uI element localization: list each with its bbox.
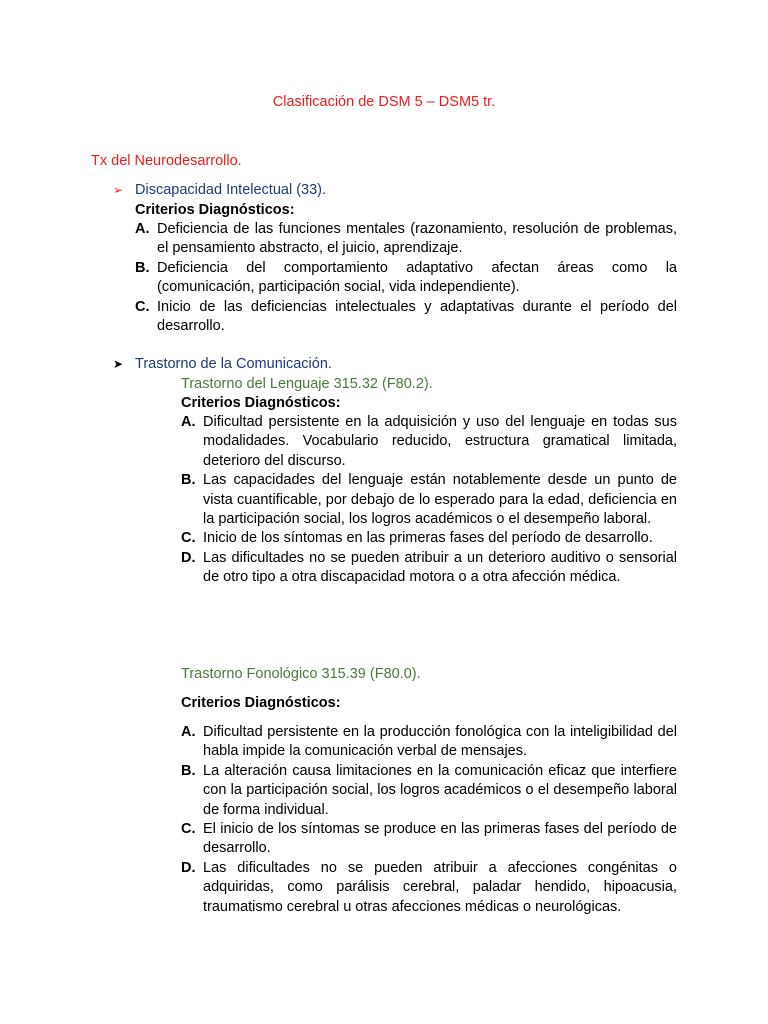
criterion-letter: C. (135, 298, 150, 315)
criterion-text: Las dificultades no se pueden atribuir a un deterioro auditivo o sensorial de otro tipo a otra discapacidad motora o a otra afección médica. (203, 549, 677, 586)
criterion-letter: A. (181, 724, 196, 740)
criterion-text: Deficiencia del comportamiento adaptativo afectan áreas como la (comunicación, participación social, vida independiente). (157, 259, 677, 296)
criterion-text: Deficiencia de las funciones mentales (razonamiento, resolución de problemas, el pensamiento abstracto, el juicio, aprendizaje. (157, 221, 677, 257)
fonologico-criteria-list (181, 723, 677, 917)
criteria-label: Criterios Diagnósticos: (181, 395, 341, 411)
criterion-letter: D. (181, 859, 196, 876)
lenguaje-heading: Trastorno del Lenguaje 315.32 (F80.2). (181, 376, 433, 392)
criterion-text: Dificultad persistente en la producción fonológica con la inteligibilidad del habla impide la comunicación verbal de mensajes. (203, 724, 677, 760)
criterion-text: El inicio de los síntomas se produce en las primeras fases del período de desarrollo. (203, 821, 677, 857)
criteria-label: Criterios Diagnósticos: (181, 695, 341, 711)
criterion-text: Las capacidades del lenguaje están notablemente desde un punto de vista cuantificable, por debajo de lo esperado para la edad, deficiencia en la participación social, los logros académicos o el desempeño laboral. (203, 472, 677, 528)
list-item (181, 413, 677, 471)
list-item (181, 549, 677, 588)
criterion-letter: D. (181, 549, 196, 566)
criterion-text: Dificultad persistente en la adquisición y uso del lenguaje en todas sus modalidades. Vocabulario reducido, estructura gramatical limitada, deterioro del discurso. (203, 414, 677, 469)
discapacidad-heading-row (113, 181, 326, 200)
arrow-bullet-icon: ➢ (113, 183, 124, 197)
list-item (135, 259, 677, 298)
arrow-bullet-icon: ➤ (113, 357, 124, 371)
list-item (181, 471, 677, 529)
criterion-text: Inicio de las deficiencias intelectuales y adaptativas durante el período del desarrollo. (157, 298, 677, 335)
criterion-letter: A. (181, 414, 196, 430)
criterion-text: Las dificultades no se pueden atribuir a afecciones congénitas o adquiridas, como parálisis cerebral, paladar hendido, hipoacusia, traumatismo cerebral u otras afecciones médicas o neurológicas. (203, 859, 677, 915)
criterion-text: La alteración causa limitaciones en la comunicación eficaz que interfiere con la participación social, los logros académicos o el desempeño laboral de forma individual. (203, 762, 677, 818)
criterion-letter: A. (135, 221, 150, 237)
criterion-letter: B. (181, 472, 196, 489)
discapacidad-criteria-list (135, 220, 677, 336)
criterion-letter: C. (181, 530, 196, 547)
list-item (135, 220, 677, 259)
document-title: Clasificación de DSM 5 – DSM5 tr. (272, 94, 496, 110)
list-item (181, 820, 677, 859)
fonologico-heading: Trastorno Fonológico 315.39 (F80.0). (181, 666, 421, 682)
criterion-letter: B. (135, 259, 150, 276)
criterion-letter: B. (181, 762, 196, 779)
criteria-label: Criterios Diagnósticos: (135, 202, 295, 218)
discapacidad-heading: Discapacidad Intelectual (33). (135, 182, 327, 198)
criterion-text: Inicio de los síntomas en las primeras fases del período de desarrollo. (203, 530, 653, 547)
lenguaje-criteria-list (181, 413, 677, 588)
list-item (181, 859, 677, 917)
list-item (181, 762, 677, 820)
list-item (181, 529, 677, 548)
comunicacion-heading-row (113, 355, 332, 374)
section-heading: Tx del Neurodesarrollo. (91, 153, 242, 169)
list-item (181, 723, 677, 762)
criterion-letter: C. (181, 821, 196, 838)
comunicacion-heading: Trastorno de la Comunicación. (135, 356, 332, 372)
list-item (135, 298, 677, 337)
